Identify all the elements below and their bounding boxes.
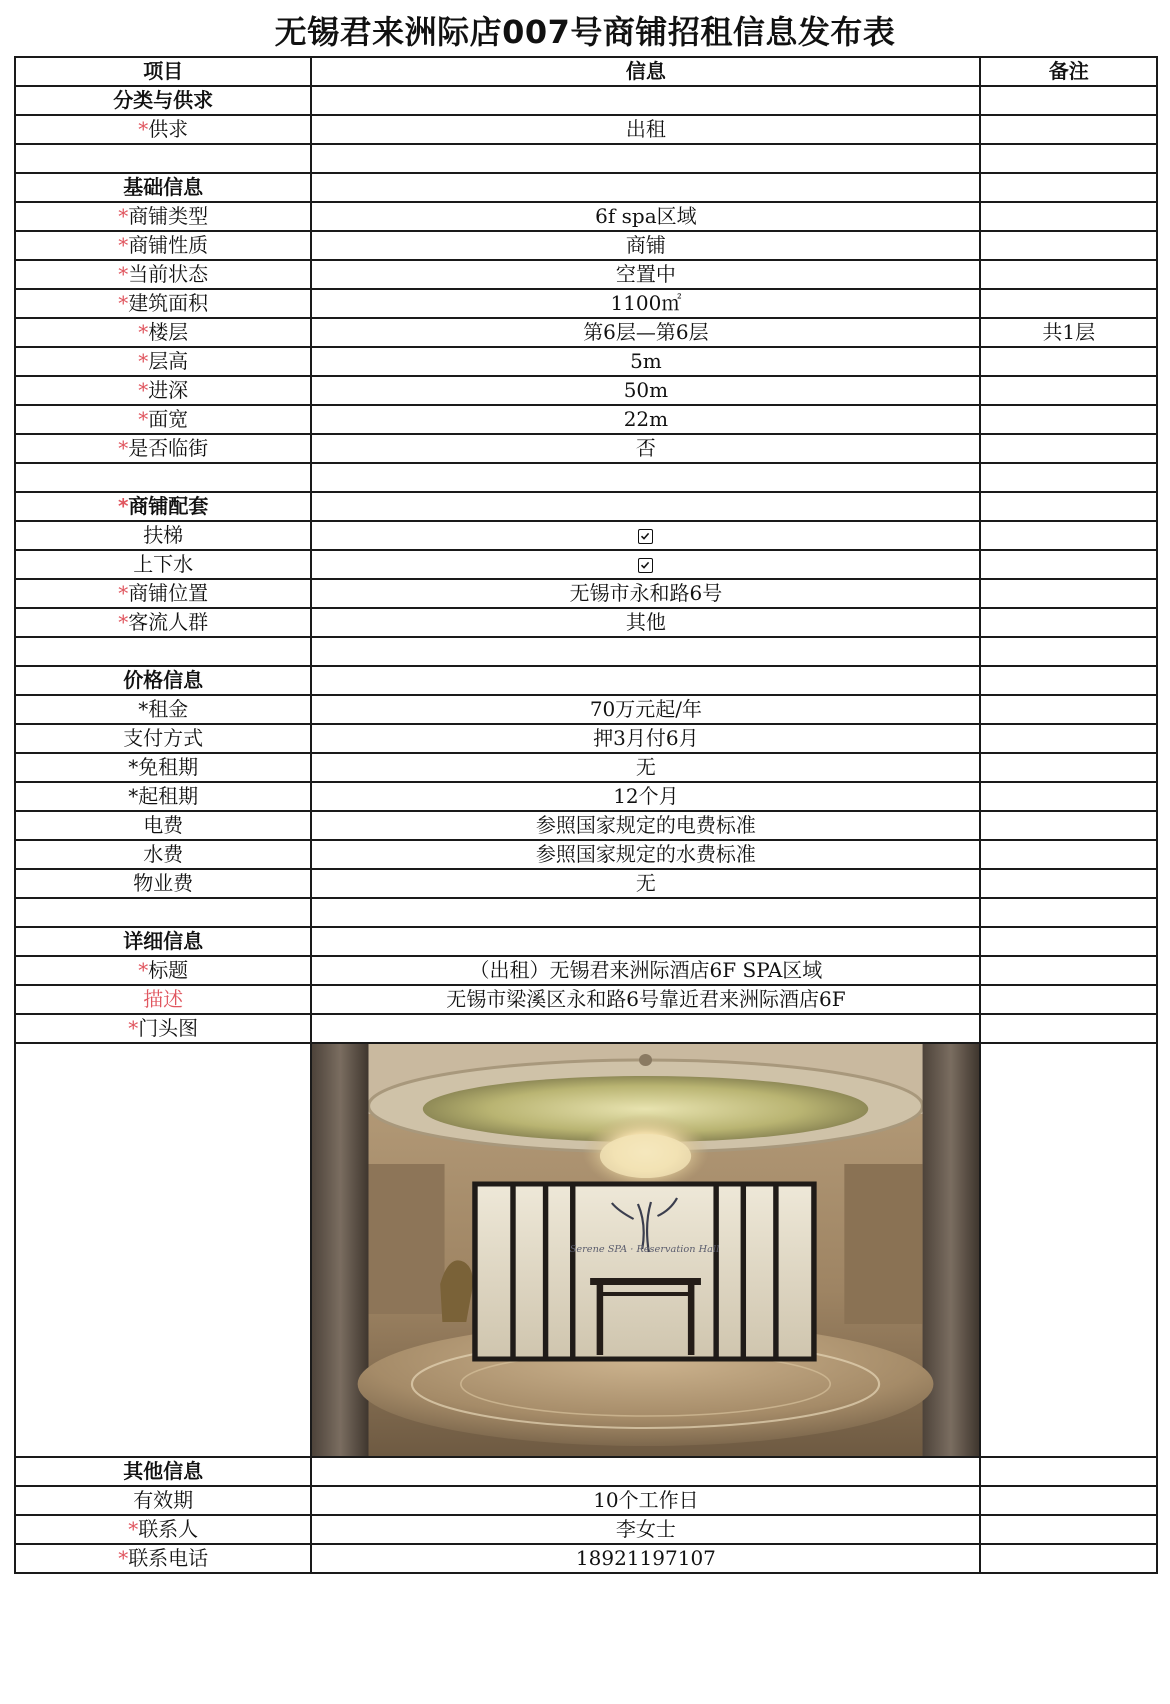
row-value-area: 1100㎡ <box>311 289 980 318</box>
row-value-water-fee: 参照国家规定的水费标准 <box>311 840 980 869</box>
row-label-water-fee: 水费 <box>15 840 311 869</box>
row-value-height: 5m <box>311 347 980 376</box>
table-row <box>15 405 1157 434</box>
section-category-row <box>15 86 1157 115</box>
row-label-width: *面宽 <box>15 405 311 434</box>
table-row <box>15 811 1157 840</box>
section-category: 分类与供求 <box>15 86 311 115</box>
section-detail: 详细信息 <box>15 927 311 956</box>
water-supply-checkbox[interactable] <box>638 558 653 573</box>
table-row <box>15 608 1157 637</box>
row-label-escalator: 扶梯 <box>15 521 311 550</box>
page-title: 无锡君来洲际店007号商铺招租信息发布表 <box>274 13 896 51</box>
photo-row <box>15 1043 1157 1457</box>
row-label-crowd: *客流人群 <box>15 608 311 637</box>
row-label-area: *建筑面积 <box>15 289 311 318</box>
header-info: 信息 <box>311 57 980 86</box>
row-value-rent: 70万元起/年 <box>311 695 980 724</box>
header-note: 备注 <box>980 57 1157 86</box>
row-value-supply: 出租 <box>311 115 980 144</box>
empty-row <box>15 637 1157 666</box>
table-row <box>15 724 1157 753</box>
listing-table <box>14 56 1158 1574</box>
required-mark: * <box>138 117 149 141</box>
row-value-free-period: 无 <box>311 753 980 782</box>
empty-row <box>15 144 1157 173</box>
row-label-status: *当前状态 <box>15 260 311 289</box>
check-icon <box>640 560 650 570</box>
row-value-crowd: 其他 <box>311 608 980 637</box>
table-row <box>15 840 1157 869</box>
row-value-property-fee: 无 <box>311 869 980 898</box>
table-row <box>15 1486 1157 1515</box>
table-header-row <box>15 57 1157 86</box>
row-value-status: 空置中 <box>311 260 980 289</box>
row-label-free-period: *免租期 <box>15 753 311 782</box>
table-row <box>15 695 1157 724</box>
table-row <box>15 260 1157 289</box>
empty-row <box>15 898 1157 927</box>
section-facilities: *商铺配套 <box>15 492 311 521</box>
table-row <box>15 753 1157 782</box>
photo-wall-sign: Serene SPA · Reservation Hall <box>570 1244 720 1255</box>
row-value-contact: 李女士 <box>311 1515 980 1544</box>
row-label-property-fee: 物业费 <box>15 869 311 898</box>
table-row <box>15 231 1157 260</box>
row-value-electricity: 参照国家规定的电费标准 <box>311 811 980 840</box>
section-other: 其他信息 <box>15 1457 311 1486</box>
row-value-payment: 押3月付6月 <box>311 724 980 753</box>
section-detail-row <box>15 927 1157 956</box>
row-label-phone: *联系电话 <box>15 1544 311 1573</box>
section-basic: 基础信息 <box>15 173 311 202</box>
table-row <box>15 1515 1157 1544</box>
section-facilities-row <box>15 492 1157 521</box>
row-value-shop-type: 6f spa区域 <box>311 202 980 231</box>
row-label-shop-type: *商铺类型 <box>15 202 311 231</box>
row-note-floor: 共1层 <box>980 318 1157 347</box>
section-price-row <box>15 666 1157 695</box>
table-row <box>15 376 1157 405</box>
row-label-shop-nature: *商铺性质 <box>15 231 311 260</box>
row-value-floor: 第6层—第6层 <box>311 318 980 347</box>
row-label-validity: 有效期 <box>15 1486 311 1515</box>
facade-photo <box>312 1044 979 1456</box>
row-value-street: 否 <box>311 434 980 463</box>
section-basic-row <box>15 173 1157 202</box>
empty-row <box>15 463 1157 492</box>
row-value-shop-nature: 商铺 <box>311 231 980 260</box>
table-row <box>15 289 1157 318</box>
escalator-checkbox[interactable] <box>638 529 653 544</box>
section-price: 价格信息 <box>15 666 311 695</box>
row-label-facade: *门头图 <box>15 1014 311 1043</box>
row-value-depth: 50m <box>311 376 980 405</box>
row-label-min-period: *起租期 <box>15 782 311 811</box>
row-label-supply: *供求 <box>15 115 311 144</box>
table-row <box>15 579 1157 608</box>
table-row <box>15 869 1157 898</box>
table-row <box>15 550 1157 579</box>
row-value-validity: 10个工作日 <box>311 1486 980 1515</box>
table-row <box>15 956 1157 985</box>
row-label-description: 描述 <box>15 985 311 1014</box>
row-label-payment: 支付方式 <box>15 724 311 753</box>
section-other-row <box>15 1457 1157 1486</box>
row-label-floor: *楼层 <box>15 318 311 347</box>
row-label-location: *商铺位置 <box>15 579 311 608</box>
table-row <box>15 115 1157 144</box>
row-value-phone: 18921197107 <box>311 1544 980 1573</box>
table-row <box>15 202 1157 231</box>
table-row <box>15 521 1157 550</box>
row-label-height: *层高 <box>15 347 311 376</box>
row-label-headline: *标题 <box>15 956 311 985</box>
row-value-location: 无锡市永和路6号 <box>311 579 980 608</box>
row-value-width: 22m <box>311 405 980 434</box>
table-row <box>15 347 1157 376</box>
row-label-water: 上下水 <box>15 550 311 579</box>
check-icon <box>640 531 650 541</box>
row-label-street: *是否临街 <box>15 434 311 463</box>
row-value-headline: （出租）无锡君来洲际酒店6F SPA区域 <box>311 956 980 985</box>
row-value-min-period: 12个月 <box>311 782 980 811</box>
row-label-contact: *联系人 <box>15 1515 311 1544</box>
row-label-electricity: 电费 <box>15 811 311 840</box>
table-row <box>15 318 1157 347</box>
row-value-description: 无锡市梁溪区永和路6号靠近君来洲际酒店6F <box>311 985 980 1014</box>
row-label-depth: *进深 <box>15 376 311 405</box>
table-row <box>15 434 1157 463</box>
table-row <box>15 782 1157 811</box>
table-row <box>15 1014 1157 1043</box>
table-row <box>15 985 1157 1014</box>
header-item: 项目 <box>15 57 311 86</box>
table-row <box>15 1544 1157 1573</box>
row-label-rent: *租金 <box>15 695 311 724</box>
